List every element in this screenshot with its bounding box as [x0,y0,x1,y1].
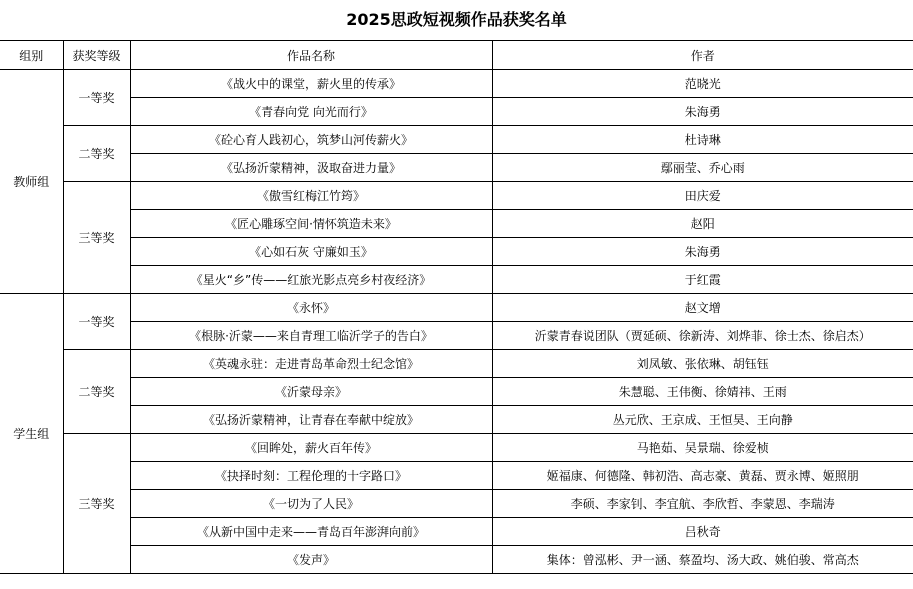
author-cell: 朱海勇 [492,98,913,126]
work-title-cell: 《一切为了人民》 [130,490,492,518]
table-row [0,462,913,490]
table-row [0,238,913,266]
table-row [0,490,913,518]
table-row [0,434,913,462]
work-title-cell: 《匠心雕琢空间·情怀筑造未来》 [130,210,492,238]
table-header-row [0,41,913,70]
work-title-cell: 《傲雪红梅江竹筠》 [130,182,492,210]
author-cell: 鄢丽莹、乔心雨 [492,154,913,182]
author-cell: 刘凤敏、张依琳、胡钰钰 [492,350,913,378]
table-row [0,406,913,434]
author-cell: 田庆爱 [492,182,913,210]
work-title-cell: 《弘扬沂蒙精神，让青春在奉献中绽放》 [130,406,492,434]
author-cell: 朱慧聪、王伟衡、徐婧祎、王雨 [492,378,913,406]
award-level-cell: 二等奖 [63,126,130,182]
work-title-cell: 《砼心育人践初心，筑梦山河传薪火》 [130,126,492,154]
author-cell: 赵阳 [492,210,913,238]
work-title-cell: 《沂蒙母亲》 [130,378,492,406]
award-level-cell: 一等奖 [63,70,130,126]
table-row [0,98,913,126]
work-title-cell: 《心如石灰 守廉如玉》 [130,238,492,266]
work-title-cell: 《英魂永驻：走进青岛革命烈士纪念馆》 [130,350,492,378]
award-level-cell: 三等奖 [63,434,130,574]
work-title-cell: 《青春向党 向光而行》 [130,98,492,126]
work-title-cell: 《回眸处，薪火百年传》 [130,434,492,462]
table-row [0,182,913,210]
header-work-title: 作品名称 [130,41,492,70]
author-cell: 范晓光 [492,70,913,98]
work-title-cell: 《永怀》 [130,294,492,322]
work-title-cell: 《从新中国中走来——青岛百年澎湃向前》 [130,518,492,546]
award-level-cell: 一等奖 [63,294,130,350]
author-cell: 丛元欣、王京成、王恒昊、王向静 [492,406,913,434]
table-row [0,518,913,546]
work-title-cell: 《抉择时刻：工程伦理的十字路口》 [130,462,492,490]
work-title-cell: 《星火“乡”传——红旅光影点亮乡村夜经济》 [130,266,492,294]
document-title: 2025思政短视频作品获奖名单 [346,10,567,29]
header-group: 组别 [0,41,63,70]
table-row [0,210,913,238]
work-title-cell: 《弘扬沂蒙精神，汲取奋进力量》 [130,154,492,182]
table-row [0,350,913,378]
group-cell-student: 学生组 [0,294,63,574]
table-row [0,294,913,322]
author-cell: 马艳茹、吴景瑞、徐爱桢 [492,434,913,462]
work-title-cell: 《根脉·沂蒙——来自青理工临沂学子的告白》 [130,322,492,350]
table-row [0,70,913,98]
header-award-level: 获奖等级 [63,41,130,70]
award-list-table [0,40,913,574]
work-title-cell: 《发声》 [130,546,492,574]
author-cell: 杜诗琳 [492,126,913,154]
author-cell: 姬福康、何德隆、韩初浩、高志豪、黄磊、贾永博、姬照朋 [492,462,913,490]
author-cell: 沂蒙青春说团队（贾延硕、徐新涛、刘烨菲、徐士杰、徐启杰） [492,322,913,350]
author-cell: 于红霞 [492,266,913,294]
author-cell: 吕秋奇 [492,518,913,546]
table-row [0,322,913,350]
work-title-cell: 《战火中的课堂，薪火里的传承》 [130,70,492,98]
table-row [0,126,913,154]
table-row [0,546,913,574]
table-row [0,266,913,294]
header-author: 作者 [492,41,913,70]
author-cell: 李硕、李家钊、李宜航、李欣哲、李蒙恩、李瑞涛 [492,490,913,518]
table-row [0,378,913,406]
author-cell: 集体：曾泓彬、尹一涵、蔡盈均、汤大政、姚伯骏、常高杰 [492,546,913,574]
table-row [0,154,913,182]
award-level-cell: 二等奖 [63,350,130,434]
author-cell: 朱海勇 [492,238,913,266]
group-cell-teacher: 教师组 [0,70,63,294]
award-level-cell: 三等奖 [63,182,130,294]
author-cell: 赵文增 [492,294,913,322]
